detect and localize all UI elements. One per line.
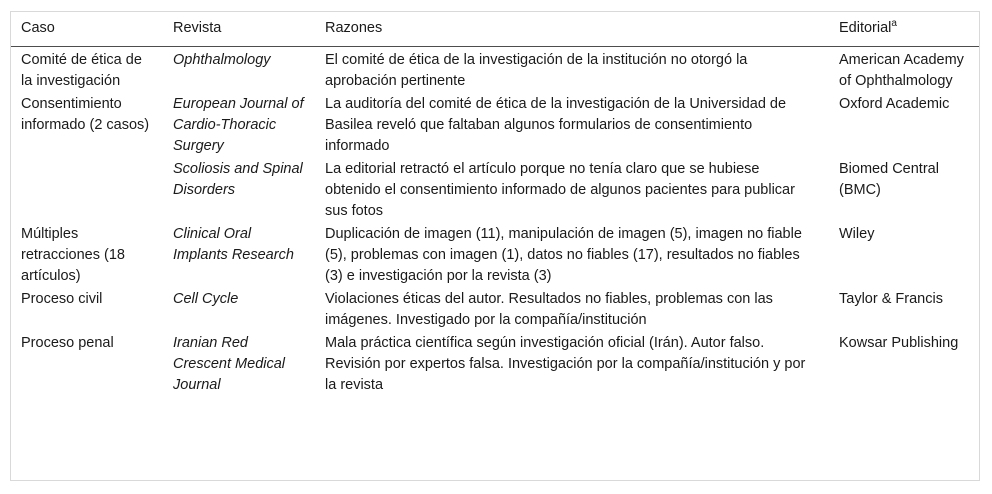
cell-editorial: American Academy of Ophthalmology xyxy=(839,52,964,89)
table-row xyxy=(11,157,979,222)
cell-revista: Ophthalmology xyxy=(173,52,271,68)
header-revista: Revista xyxy=(173,20,222,36)
cell-revista: Clinical Oral Implants Research xyxy=(173,226,294,263)
cell-editorial: Kowsar Publishing xyxy=(839,335,959,351)
cell-revista: Scoliosis and Spinal Disorders xyxy=(173,161,303,198)
cell-editorial: Wiley xyxy=(839,226,875,242)
cell-revista: Iranian Red Crescent Medical Journal xyxy=(173,335,286,393)
cell-editorial: Biomed Central (BMC) xyxy=(839,161,939,198)
table-row xyxy=(11,331,979,396)
cell-caso: Comité de ética de la investigación xyxy=(21,52,142,89)
cell-razones: Duplicación de imagen (11), manipulación de imagen (5), imagen no fiable (5), problemas con imagen (1), datos no fiables (17), resultados no fiables (3) e investigación por la revista (3) xyxy=(325,226,802,284)
cell-caso: Proceso penal xyxy=(21,335,114,351)
cell-editorial: Oxford Academic xyxy=(839,96,950,112)
footnote-marker: a xyxy=(891,18,897,30)
table-row xyxy=(11,47,979,93)
header-caso: Caso xyxy=(21,20,55,36)
cell-editorial: Taylor & Francis xyxy=(839,291,943,307)
header-row xyxy=(11,12,979,47)
cell-caso xyxy=(11,157,163,222)
cell-razones: Violaciones éticas del autor. Resultados no fiables, problemas con las imágenes. Investigado por la compañía/institución xyxy=(325,291,773,328)
retractions-table-container xyxy=(10,11,980,481)
cell-razones: La editorial retractó el artículo porque no tenía claro que se hubiese obtenido el consentimiento informado de algunos pacientes para publicar sus fotos xyxy=(325,161,795,219)
header-editorial-label: Editorial xyxy=(839,20,892,36)
table-row xyxy=(11,287,979,331)
table-body xyxy=(11,47,979,397)
cell-revista: Cell Cycle xyxy=(173,291,239,307)
cell-caso: Consentimiento informado (2 casos) xyxy=(21,96,150,133)
table-row xyxy=(11,92,979,157)
header-razones: Razones xyxy=(325,20,383,36)
cell-caso: Proceso civil xyxy=(21,291,103,307)
cell-razones: El comité de ética de la investigación de la institución no otorgó la aprobación pertinente xyxy=(325,52,748,89)
cell-razones: La auditoría del comité de ética de la investigación de la Universidad de Basilea reveló que faltaban algunos formularios de consentimiento informado xyxy=(325,96,787,154)
table-row xyxy=(11,222,979,287)
cell-revista: European Journal of Cardio-Thoracic Surgery xyxy=(173,96,304,154)
cell-razones: Mala práctica científica según investigación oficial (Irán). Autor falso. Revisión por expertos falsa. Investigación por la compañía/institución y por la revista xyxy=(325,335,806,393)
retractions-table xyxy=(11,12,979,396)
cell-caso: Múltiples retracciones (18 artículos) xyxy=(21,226,125,284)
header-editorial xyxy=(829,12,979,47)
table-header xyxy=(11,12,979,47)
